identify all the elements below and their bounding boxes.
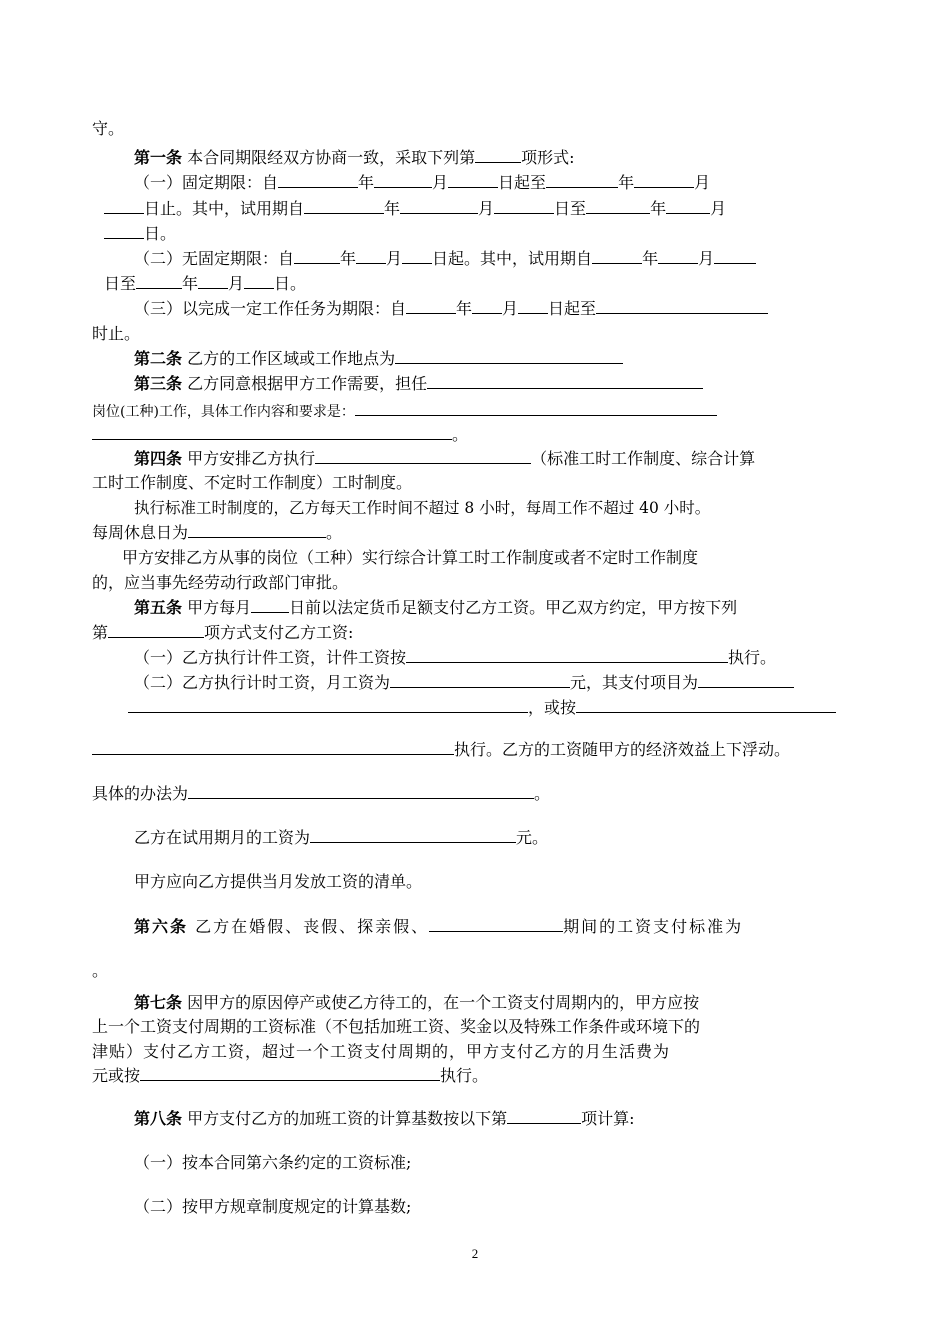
blank-field[interactable] xyxy=(586,198,650,214)
article-8: 第八条 甲方支付乙方的加班工资的计算基数按以下第 项计算: xyxy=(134,1109,635,1128)
leave-type-field[interactable] xyxy=(429,916,563,932)
article-heading: 第六条 xyxy=(134,917,189,936)
text-line: （二）按甲方规章制度规定的计算基数; xyxy=(134,1197,412,1216)
article-heading: 第一条 xyxy=(134,148,183,167)
text-line: 执行。乙方的工资随甲方的经济效益上下浮动。 xyxy=(92,739,872,761)
article-1: 第一条 本合同期限经双方协商一致，采取下列第 项形式: xyxy=(134,148,575,167)
text-line: 元或按 执行。 xyxy=(92,1066,489,1085)
working-hours-system-field[interactable] xyxy=(315,448,531,464)
text-line: 上一个工资支付周期的工资标准（不包括加班工资、奖金以及特殊工作条件或环境下的 xyxy=(92,1017,701,1036)
article-3: 第三条 乙方同意根据甲方工作需要，担任 xyxy=(134,373,914,395)
article-heading: 第四条 xyxy=(134,449,183,468)
position-field[interactable] xyxy=(427,373,703,389)
text-line: 乙方在试用期月的工资为 元。 xyxy=(134,828,549,847)
blank-field[interactable] xyxy=(400,198,478,214)
article-2: 第二条 乙方的工作区域或工作地点为 xyxy=(134,348,914,370)
blank-field[interactable] xyxy=(507,1108,581,1124)
blank-field[interactable] xyxy=(475,147,521,163)
fixed-term-line-1: （一）固定期限：自 年 月 日起至 年 月 xyxy=(134,173,711,192)
page-number: 2 xyxy=(471,1246,479,1261)
blank-field[interactable] xyxy=(518,298,548,314)
open-term-line-1: （二）无固定期限：自 年 月 日起。其中，试用期自 年 月 xyxy=(134,248,914,270)
blank-field[interactable] xyxy=(546,172,618,188)
blank-field[interactable] xyxy=(374,172,432,188)
fixed-term-line-2: 日止。其中，试用期自 年 月 日至 年 月 xyxy=(104,198,884,220)
text-line: 的，应当事先经劳动行政部门审批。 xyxy=(92,573,349,592)
article-4: 第四条 甲方安排乙方执行 （标准工时工作制度、综合计算 xyxy=(134,449,756,468)
blank-field[interactable] xyxy=(136,273,182,289)
blank-field[interactable] xyxy=(634,172,694,188)
piece-rate-field[interactable] xyxy=(406,647,728,663)
blank-field[interactable] xyxy=(596,298,768,314)
blank-field[interactable] xyxy=(92,424,452,440)
work-location-field[interactable] xyxy=(395,348,623,364)
article-5: 第五条 甲方每月 日前以法定货币足额支付乙方工资。甲乙双方约定，甲方按下列 xyxy=(134,598,738,617)
article-6: 第六条 乙方在婚假、丧假、探亲假、 期间的工资支付标准为 xyxy=(134,917,744,936)
blank-field[interactable] xyxy=(294,248,340,264)
blank-field[interactable] xyxy=(304,198,384,214)
fixed-term-line-3: 日。 xyxy=(104,223,884,245)
blank-field[interactable] xyxy=(104,223,144,239)
text-line: （一）按本合同第六条约定的工资标准; xyxy=(134,1153,412,1172)
text-line: 第 项方式支付乙方工资: xyxy=(92,623,354,642)
text-line: 工时工作制度、不定时工作制度）工时制度。 xyxy=(92,473,413,492)
blank-field[interactable] xyxy=(108,622,204,638)
blank-field[interactable] xyxy=(592,248,642,264)
blank-field[interactable] xyxy=(698,672,794,688)
monthly-wage-field[interactable] xyxy=(390,672,570,688)
article-heading: 第八条 xyxy=(134,1109,183,1128)
text-line: （二）乙方执行计时工资，月工资为 元，其支付项目为 xyxy=(134,672,914,694)
article-heading: 第三条 xyxy=(134,374,183,393)
task-term-line-2: 时止。 xyxy=(92,324,141,343)
blank-field[interactable] xyxy=(244,273,274,289)
blank-field[interactable] xyxy=(278,172,358,188)
blank-field[interactable] xyxy=(92,739,454,755)
text-line: （一）乙方执行计件工资，计件工资按 执行。 xyxy=(134,648,777,667)
job-requirements-field[interactable] xyxy=(355,400,717,416)
open-term-line-2: 日至 年 月 日。 xyxy=(104,274,307,293)
text-line: 每周休息日为 。 xyxy=(92,523,343,542)
blank-field[interactable] xyxy=(356,248,386,264)
text-line: 津贴）支付乙方工资，超过一个工资支付周期的，甲方支付乙方的月生活费为 xyxy=(92,1042,671,1061)
text-line: ，或按 xyxy=(128,697,908,719)
pay-day-field[interactable] xyxy=(251,597,289,613)
blank-field[interactable] xyxy=(472,298,502,314)
trial-wage-field[interactable] xyxy=(310,827,516,843)
text-line: 。 xyxy=(92,961,109,980)
blank-field[interactable] xyxy=(494,198,554,214)
article-7: 第七条 因甲方的原因停产或使乙方待工的，在一个工资支付周期内的，甲方应按 xyxy=(134,993,700,1012)
article-3-line-2: 岗位(工种)工作，具体工作内容和要求是： xyxy=(92,400,872,422)
blank-field[interactable] xyxy=(406,298,456,314)
rest-day-field[interactable] xyxy=(188,522,326,538)
text-line: 甲方安排乙方从事的岗位（工种）实行综合计算工时工作制度或者不定时工作制度 xyxy=(122,548,699,567)
blank-field[interactable] xyxy=(576,697,836,713)
article-heading: 第七条 xyxy=(134,993,183,1012)
text-line: 甲方应向乙方提供当月发放工资的清单。 xyxy=(134,872,423,891)
blank-field[interactable] xyxy=(188,783,534,799)
blank-field[interactable] xyxy=(128,697,528,713)
blank-field[interactable] xyxy=(198,273,228,289)
blank-field[interactable] xyxy=(140,1065,440,1081)
blank-field[interactable] xyxy=(666,198,710,214)
text-line: 具体的办法为 。 xyxy=(92,784,551,803)
text-line: 守。 xyxy=(92,119,125,138)
blank-field[interactable] xyxy=(448,172,498,188)
blank-field[interactable] xyxy=(402,248,432,264)
article-3-line-3: 。 xyxy=(92,424,872,446)
task-term-line-1: （三）以完成一定工作任务为期限：自 年 月 日起至 xyxy=(134,298,914,320)
text-line: 执行标准工时制度的，乙方每天工作时间不超过 8 小时，每周工作不超过 40 小时。 xyxy=(134,499,711,517)
blank-field[interactable] xyxy=(658,248,698,264)
article-heading: 第五条 xyxy=(134,598,183,617)
blank-field[interactable] xyxy=(104,198,144,214)
blank-field[interactable] xyxy=(714,248,756,264)
article-heading: 第二条 xyxy=(134,349,183,368)
